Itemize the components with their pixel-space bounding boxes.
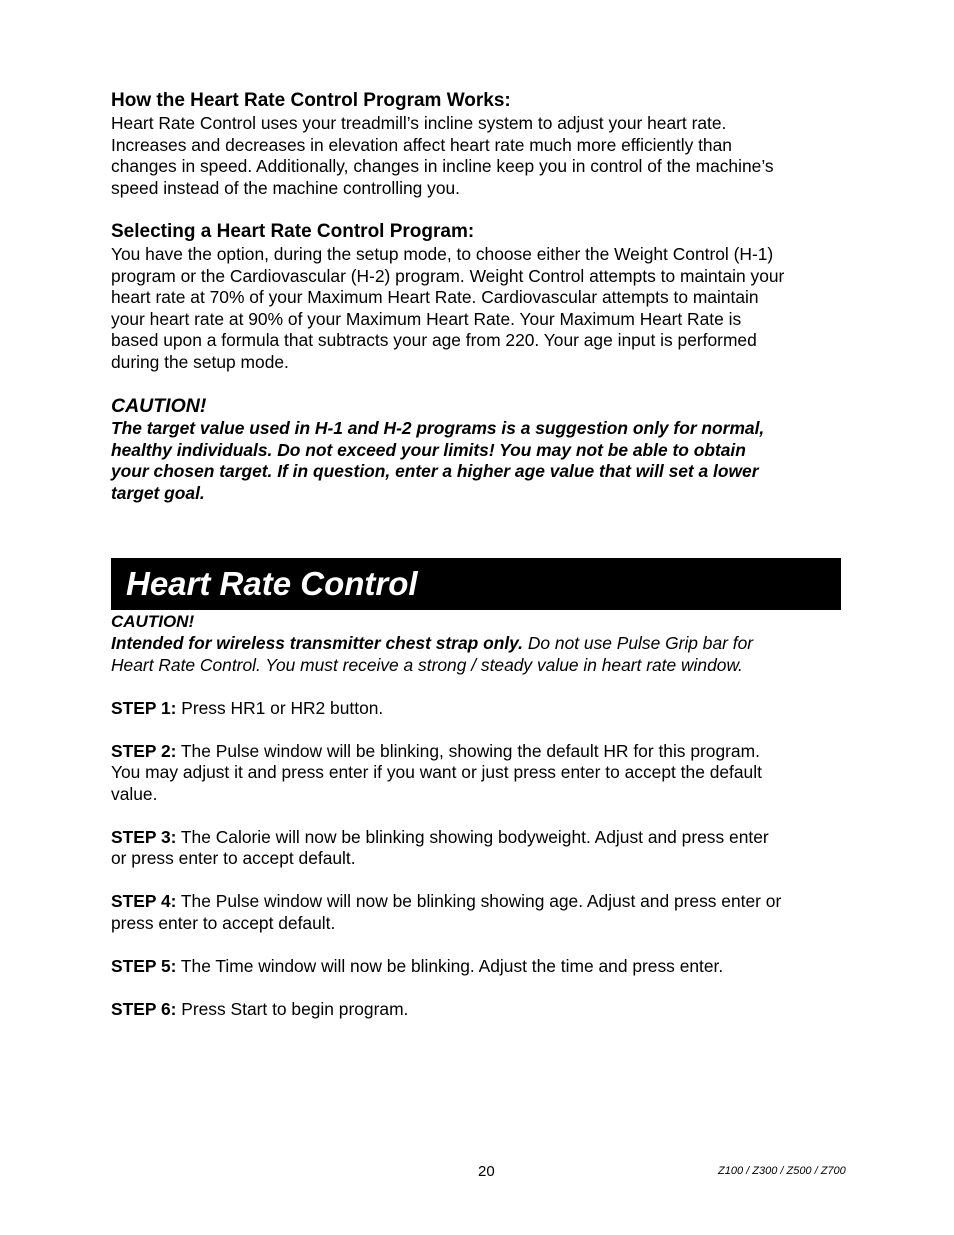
step-2 [111, 741, 846, 806]
intro-content [111, 89, 846, 504]
caution-line: The target value used in H-1 and H-2 programs is a suggestion only for normal, [111, 418, 765, 438]
step-label: STEP 3: [111, 826, 177, 847]
step-5 [111, 956, 846, 978]
caution-paragraph [111, 418, 846, 504]
step-text: The Time window will now be blinking. Adjust the time and press enter. [176, 955, 724, 976]
caution-line: target goal. [111, 482, 205, 503]
paragraph-line: changes in speed. Additionally, changes in incline keep you in control of the machine’s [111, 156, 774, 176]
paragraph-line: You have the option, during the setup mode, to choose either the Weight Control (H-1) [111, 244, 774, 264]
step-text: value. [111, 783, 158, 804]
paragraph-line: heart rate at 70% of your Maximum Heart Rate. Cardiovascular attempts to maintain [111, 287, 759, 307]
steps-content [111, 611, 846, 1020]
section-paragraph-how-it-works [111, 113, 846, 199]
step-text: The Calorie will now be blinking showing bodyweight. Adjust and press enter [176, 826, 769, 847]
paragraph-line: based upon a formula that subtracts your age from 220. Your age input is performed [111, 330, 757, 350]
caution-heading: CAUTION! [111, 395, 207, 417]
paragraph-line: your heart rate at 90% of your Maximum Heart Rate. Your Maximum Heart Rate is [111, 308, 742, 329]
section-paragraph-selecting [111, 244, 846, 373]
spacer [111, 977, 846, 999]
model-numbers: Z100 / Z300 / Z500 / Z700 [718, 1165, 846, 1177]
step-text: press enter to accept default. [111, 912, 336, 933]
spacer [111, 719, 846, 741]
section-banner [111, 558, 841, 610]
spacer [111, 934, 846, 956]
step-label: STEP 2: [111, 740, 177, 761]
caution-italic-text: Heart Rate Control. You must receive a strong / steady value in heart rate window. [111, 654, 743, 675]
step-text: Press Start to begin program. [176, 998, 409, 1019]
caution-heading-secondary: CAUTION! [111, 612, 195, 631]
step-text: The Pulse window will be blinking, showing the default HR for this program. [176, 740, 760, 761]
step-label: STEP 6: [111, 998, 177, 1019]
caution-italic-text: Do not use Pulse Grip bar for [523, 633, 754, 653]
section-heading-how-it-works: How the Heart Rate Control Program Works: [111, 90, 511, 111]
step-text: The Pulse window will now be blinking showing age. Adjust and press enter or [176, 891, 782, 911]
step-label: STEP 1: [111, 697, 177, 718]
step-1 [111, 698, 846, 720]
step-6 [111, 999, 846, 1021]
paragraph-line: Heart Rate Control uses your treadmill’s incline system to adjust your heart rate. [111, 113, 727, 133]
step-3 [111, 827, 846, 870]
section-heading-selecting: Selecting a Heart Rate Control Program: [111, 221, 475, 242]
caution-paragraph-secondary [111, 633, 846, 676]
spacer [111, 805, 846, 827]
spacer [111, 373, 846, 394]
paragraph-line: Increases and decreases in elevation affect heart rate much more efficiently than [111, 134, 732, 155]
step-label: STEP 4: [111, 891, 177, 911]
caution-bold-text: Intended for wireless transmitter chest strap only. [111, 633, 524, 653]
paragraph-line: program or the Cardiovascular (H-2) program. Weight Control attempts to maintain your [111, 265, 785, 286]
spacer [111, 870, 846, 892]
step-label: STEP 5: [111, 955, 177, 976]
caution-line: your chosen target. If in question, enter a higher age value that will set a lower [111, 461, 759, 481]
spacer [111, 676, 846, 698]
page-number: 20 [478, 1163, 495, 1180]
spacer [111, 199, 846, 220]
paragraph-line: during the setup mode. [111, 351, 289, 372]
step-4 [111, 891, 846, 934]
step-text: Press HR1 or HR2 button. [176, 697, 384, 718]
paragraph-line: speed instead of the machine controlling you. [111, 177, 461, 198]
step-text: You may adjust it and press enter if you want or just press enter to accept the default [111, 762, 762, 782]
banner-title: Heart Rate Control [126, 565, 418, 602]
caution-line: healthy individuals. Do not exceed your limits! You may not be able to obtain [111, 439, 746, 460]
step-text: or press enter to accept default. [111, 848, 356, 868]
